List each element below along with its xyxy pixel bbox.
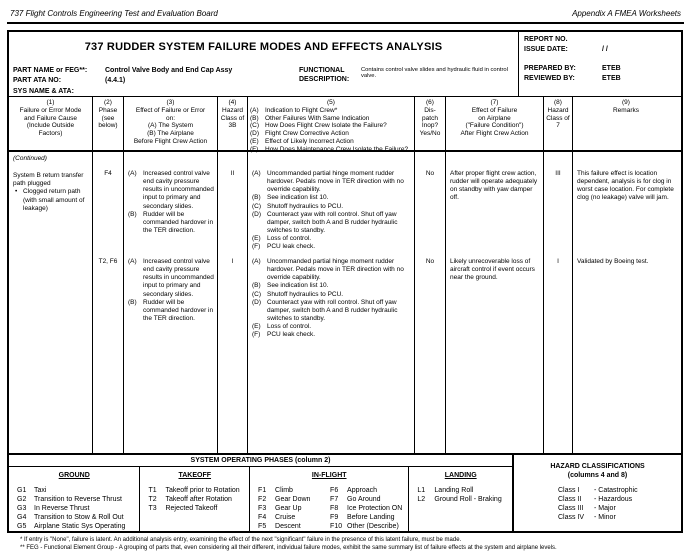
hazard-7-cell: I (557, 258, 559, 265)
effect-item (128, 299, 214, 323)
col-header-line: (A) The System (147, 122, 194, 130)
ground-phase-item (17, 504, 137, 513)
col-number: (5) (327, 99, 335, 106)
pair-text: Ice Protection ON (347, 504, 403, 512)
pair-text: Effect of Likely Incorrect Action (265, 137, 354, 145)
col-number: (7) (490, 99, 499, 106)
col-header-phase (93, 97, 124, 154)
col-header-item (250, 138, 413, 146)
hazard-classifications-title: HAZARD CLASSIFICATIONS (550, 463, 645, 470)
col-number: (9) (622, 99, 630, 106)
pair-text: Loss of control. (267, 323, 312, 330)
hazard-classifications-box (514, 455, 681, 531)
col-header-indication (248, 97, 415, 154)
dispatch-cell: No (425, 170, 435, 177)
pair-text: - Catastrophic (594, 487, 638, 495)
col-header-line: (see (101, 114, 115, 122)
landing-phase-item (417, 495, 510, 504)
pair-text: - Hazardous (594, 496, 633, 504)
col-header-line: Factors) (38, 130, 63, 138)
column-header-row (9, 97, 681, 152)
pair-key: Class III (558, 505, 584, 513)
remarks-cell: This failure effect is location dependent, analysis is for clog in worst case location. For complete clog (no leakage) valve will jam. (577, 170, 674, 202)
pair-text: Counteract yaw with roll control. Shut off yaw damper, switch both A and B rudder hydraulic switches to standby. (267, 210, 398, 234)
indication-cell (248, 255, 414, 453)
col-header-line: 3B (228, 122, 237, 130)
pair-key: F5 (258, 522, 267, 530)
inflight-phase-item (258, 486, 326, 495)
pair-key: (C) (252, 202, 262, 210)
inflight-phase-item (330, 486, 406, 495)
takeoff-title: TAKEOFF (178, 472, 212, 480)
pair-text: PCU leak check. (267, 243, 316, 251)
legend-section (9, 453, 681, 531)
body-col-hazard-7 (544, 152, 573, 453)
pair-text: Rejected Takeoff (165, 504, 218, 512)
title-block-left (9, 32, 518, 96)
pair-key: G4 (17, 513, 27, 521)
takeoff-phase-item (148, 504, 247, 513)
effect-after-cell: Likely unrecoverable loss of aircraft control if event occurs near the ground. (450, 258, 535, 282)
pair-text: Increased control valve end cavity pressure results in uncommanded input to primary and secondary slides. (143, 258, 214, 298)
pair-key: (B) (250, 114, 259, 122)
body-col-phase (93, 152, 124, 453)
indication-item (252, 299, 411, 323)
indication-item (252, 323, 411, 331)
takeoff-phase-item (148, 495, 247, 504)
pair-key: G3 (17, 504, 27, 512)
phase-col-inflight (250, 467, 409, 531)
pair-key: Class II (558, 496, 582, 504)
pair-key: (B) (252, 194, 261, 202)
pair-text: In Reverse Thrust (34, 504, 90, 512)
indication-item (252, 235, 411, 243)
body-col-failure-mode (9, 152, 93, 453)
col-number: (2) (104, 99, 112, 106)
body-col-effect (124, 152, 218, 453)
functional-label-line1: FUNCTIONAL (299, 67, 345, 74)
pair-key: F2 (258, 495, 267, 503)
col-header-hazard-7 (544, 97, 573, 154)
inflight-phase-item (330, 495, 406, 504)
inflight-phase-item (258, 513, 326, 522)
pair-key: T3 (148, 504, 157, 512)
pair-key: (C) (250, 122, 260, 130)
title-block (9, 32, 681, 97)
footnote-feg-definition: ** FEG - Functional Element Group - A grouping of parts that, even considering all their different, individual failure modes, exhibit the same summary list of failure effects at the system and airplane levels. (20, 544, 557, 551)
pair-text: Other Failures With Same Indication (265, 114, 370, 122)
pair-text: Taxi (34, 486, 47, 494)
part-name-value: Control Valve Body and End Cap Assy (105, 67, 233, 74)
pair-text: See indication list 10. (267, 194, 329, 202)
pair-key: (A) (252, 170, 261, 177)
indication-item (252, 194, 411, 202)
body-col-effect-after (446, 152, 544, 453)
col-header-dispatch (415, 97, 446, 154)
indication-item (252, 282, 411, 290)
pair-text: Takeoff prior to Rotation (165, 486, 240, 494)
pair-key: (A) (250, 106, 259, 114)
ground-phase-item (17, 513, 137, 522)
col-header-hazard-3b (218, 97, 248, 154)
ground-phase-item (17, 522, 137, 531)
inflight-phase-item (330, 522, 406, 531)
effect-item (128, 258, 214, 299)
effect-cell (124, 255, 217, 453)
pair-text: Uncommanded partial hinge moment rudder hardover. Pedals move in TER direction with no override capability. (267, 258, 404, 282)
hazard-class-item (558, 495, 681, 504)
col-header-remarks (573, 97, 679, 154)
pair-key: (B) (252, 282, 261, 290)
pair-text: Indication to Flight Crew* (265, 106, 338, 114)
col-header-effect (124, 97, 218, 154)
pair-key: G2 (17, 495, 27, 503)
body-col-hazard-3b (218, 152, 248, 453)
pair-key: (F) (252, 331, 261, 339)
pair-key: (C) (252, 290, 262, 298)
col-header-line: (B) The Airplane (147, 130, 194, 138)
page-header-right: Appendix A FMEA Worksheets (572, 9, 681, 18)
failure-mode-title: System B return transfer path plugged (13, 172, 84, 188)
col-header-line: Hazard (222, 106, 243, 114)
pair-text: Loss of control. (267, 235, 312, 242)
phase-col-ground (9, 467, 140, 531)
col-header-line: Remarks (612, 106, 639, 114)
hazard-7-cell: III (555, 170, 561, 177)
pair-key: • (15, 188, 18, 196)
col-header-line: Class of (546, 114, 570, 122)
pair-key: Class I (558, 487, 580, 495)
pair-text: Flight Crew Corrective Action (265, 130, 349, 138)
pair-key: (B) (128, 210, 137, 218)
inflight-phase-item (258, 522, 326, 531)
pair-text: Climb (275, 486, 293, 494)
report-no-label: REPORT NO. (524, 36, 568, 43)
continued-label: (Continued) (13, 155, 47, 162)
pair-key: G1 (17, 486, 27, 494)
pair-key: (E) (252, 323, 261, 330)
operating-phases-box (9, 455, 514, 531)
effect-item (128, 211, 214, 235)
effect-item (128, 170, 214, 211)
effect-cell (124, 152, 217, 255)
pair-key: F10 (330, 522, 343, 530)
part-name-label: PART NAME or FEG**: (13, 67, 88, 74)
pair-text: - Major (594, 505, 616, 513)
indication-item (252, 291, 411, 299)
effect-after-cell: After proper flight crew action, rudder will operate adequately on standby with yaw damper off. (450, 170, 538, 202)
pair-text: Rudder will be commanded hardover in the TER direction. (143, 298, 214, 322)
page-header-left: 737 Flight Controls Engineering Test and Evaluation Board (10, 9, 218, 18)
indication-item (252, 203, 411, 211)
pair-text: PCU leak check. (267, 331, 316, 339)
issue-date-value: / / (602, 46, 608, 53)
col-header-line: and Failure Cause (23, 114, 78, 122)
body-col-remarks (573, 152, 679, 453)
pair-key: F7 (330, 495, 339, 503)
inflight-phase-item (330, 513, 406, 522)
indication-item (252, 331, 411, 339)
dispatch-cell: No (425, 258, 435, 265)
col-header-effect-after (446, 97, 544, 154)
hazard-class-item (558, 513, 681, 522)
pair-key: (E) (250, 137, 259, 145)
pair-text: Other (Describe) (347, 522, 399, 530)
header-rule (7, 22, 684, 24)
col-header-line: Inop? (421, 122, 439, 130)
col-header-line: on Airplane (478, 114, 511, 122)
document-title: 737 RUDDER SYSTEM FAILURE MODES AND EFFECTS ANALYSIS (84, 41, 443, 53)
pair-key: Class IV (558, 514, 585, 522)
pair-text: Counteract yaw with roll control. Shut off yaw damper, switch both A and B rudder hydraulic switches to standby. (267, 298, 398, 322)
pair-key: (B) (128, 298, 137, 306)
pair-text: Transition to Stow & Roll Out (34, 513, 124, 521)
pair-key: L1 (417, 486, 426, 494)
pair-key: (E) (252, 235, 261, 242)
phase-cell: F4 (104, 170, 112, 177)
pair-text: Go Around (347, 495, 381, 503)
hazard-3b-cell: II (230, 170, 235, 177)
col-header-line: Yes/No (419, 130, 441, 138)
pair-key: T1 (148, 486, 157, 494)
col-number: (3) (166, 99, 175, 106)
pair-text: Takeoff after Rotation (165, 495, 232, 503)
footnote-latent-failure: * If entry is "None", failure is latent. An additional analysis entry, examining the effect of the next "significant" failure in the presence of this latent failure, must be made. (20, 537, 462, 543)
col-header-line: on: (165, 114, 176, 122)
phase-col-takeoff (140, 467, 250, 531)
pair-key: (A) (128, 170, 137, 177)
col-header-line: Phase (98, 106, 118, 114)
prepared-by-value: ETEB (602, 65, 621, 72)
pair-text: Ground Roll - Braking (434, 495, 502, 503)
indication-item (252, 243, 411, 251)
ground-phase-item (17, 486, 137, 495)
col-header-failure-mode (9, 97, 93, 154)
pair-key: T2 (148, 495, 157, 503)
col-header-line: After Flight Crew Action (460, 130, 529, 138)
pair-text: Landing Roll (434, 486, 474, 494)
inflight-phase-item (330, 504, 406, 513)
pair-key: F6 (330, 486, 339, 494)
pair-text: - Minor (594, 514, 616, 522)
indication-item (252, 258, 411, 282)
pair-text: Gear Up (275, 504, 302, 512)
phase-col-landing (409, 467, 512, 531)
sys-name-label: SYS NAME & ATA: (13, 88, 74, 95)
pair-text: Shutoff hydraulics to PCU. (267, 290, 344, 298)
body-col-dispatch (415, 152, 446, 453)
body-col-indication (248, 152, 415, 453)
part-ata-label: PART ATA NO: (13, 77, 62, 84)
reviewed-by-label: REVIEWED BY: (524, 75, 575, 82)
pair-text: Cruise (275, 513, 296, 521)
operating-phases-columns (9, 467, 512, 531)
pair-key: L2 (417, 495, 426, 503)
pair-key: (F) (250, 145, 259, 153)
col-number: (1) (46, 99, 55, 106)
table-body (9, 152, 681, 453)
inflight-title: IN-FLIGHT (311, 472, 347, 480)
landing-phase-item (417, 486, 510, 495)
pair-text: Transition to Reverse Thrust (34, 495, 122, 503)
col-header-item (250, 130, 413, 138)
footnotes (20, 537, 683, 552)
col-header-item (250, 122, 413, 130)
col-header-line: (Include Outside (26, 122, 75, 130)
ground-phase-item (17, 495, 137, 504)
failure-cause-bullet (15, 188, 89, 212)
col-header-item (250, 115, 413, 123)
col-header-line: Hazard (547, 106, 569, 114)
remarks-cell: Validated by Boeing test. (577, 258, 649, 265)
issue-date-label: ISSUE DATE: (524, 46, 568, 53)
col-number: (6) (426, 99, 434, 106)
pair-key: (A) (128, 258, 137, 265)
col-header-line: Before Flight Crew Action (133, 137, 208, 145)
fmea-table (7, 30, 683, 533)
pair-text: Gear Down (275, 495, 311, 503)
col-header-line: Failure or Error Mode (19, 106, 82, 114)
pair-text: How Does Maintenance Crew Isolate the Failure? (265, 145, 409, 153)
col-header-line: Effect of Failure (471, 106, 518, 114)
pair-key: (F) (252, 243, 261, 251)
takeoff-phase-item (148, 486, 247, 495)
hazard-class-item (558, 486, 681, 495)
failure-mode-cell-empty (9, 255, 92, 453)
pair-key: G5 (17, 522, 27, 530)
col-header-line: 7 (556, 122, 560, 130)
col-number: (8) (554, 99, 562, 106)
prepared-by-label: PREPARED BY: (524, 65, 576, 72)
pair-key: (D) (252, 298, 262, 306)
col-header-line: Class of (220, 114, 245, 122)
pair-text: Before Landing (347, 513, 395, 521)
col-header-line: below) (98, 122, 118, 130)
inflight-phase-item (258, 504, 326, 513)
col-header-line: Dis- (424, 106, 436, 114)
pair-key: F1 (258, 486, 267, 494)
pair-key: (D) (252, 210, 262, 218)
inflight-phase-item (258, 495, 326, 504)
pair-text: Rudder will be commanded hardover in the TER direction. (143, 210, 214, 234)
pair-key: (D) (250, 130, 260, 138)
pair-text: Shutoff hydraulics to PCU. (267, 202, 344, 210)
pair-key: F3 (258, 504, 267, 512)
reviewed-by-value: ETEB (602, 75, 621, 82)
pair-text: Increased control valve end cavity pressure results in uncommanded input to primary and secondary slides. (143, 170, 214, 210)
operating-phases-header: SYSTEM OPERATING PHASES (column 2) (9, 455, 512, 467)
pair-text: Airplane Static Sys Operating (34, 522, 126, 530)
pair-text: Approach (347, 486, 378, 494)
pair-key: F9 (330, 513, 339, 521)
part-ata-value: (4.4.1) (105, 77, 126, 84)
pair-text: Clogged return path (with small amount of leakage) (23, 188, 85, 212)
hazard-class-item (558, 504, 681, 513)
indication-cell (248, 152, 414, 255)
pair-text: How Does Flight Crew Isolate the Failure? (265, 122, 387, 130)
functional-description-value: Contains control valve slides and hydraulic fluid in control valve. (361, 67, 508, 79)
indication-item (252, 211, 411, 235)
pair-text: See indication list 10. (267, 282, 329, 290)
failure-mode-cell (9, 152, 92, 255)
phase-cell: T2, F6 (98, 258, 118, 265)
pair-key: (A) (252, 258, 261, 265)
col-header-line: ("Failure Condition") (465, 122, 524, 130)
col-header-line: patch (422, 114, 438, 122)
pair-text: Descent (275, 522, 301, 530)
landing-title: LANDING (444, 472, 477, 480)
pair-key: F8 (330, 504, 339, 512)
col-header-item (250, 107, 413, 115)
indication-item (252, 170, 411, 194)
pair-text: Uncommanded partial hinge moment rudder hardover. Pedals move in TER direction with no override capability. (267, 170, 404, 194)
pair-key: F4 (258, 513, 267, 521)
hazard-3b-cell: I (231, 258, 234, 265)
functional-label-line2: DESCRIPTION: (299, 76, 350, 83)
col-number: (4) (228, 99, 237, 106)
col-header-line: Effect of Failure or Error (135, 106, 206, 114)
hazard-classifications-subtitle: (columns 4 and 8) (567, 472, 628, 480)
report-info-box (518, 32, 681, 96)
ground-title: GROUND (58, 472, 90, 480)
